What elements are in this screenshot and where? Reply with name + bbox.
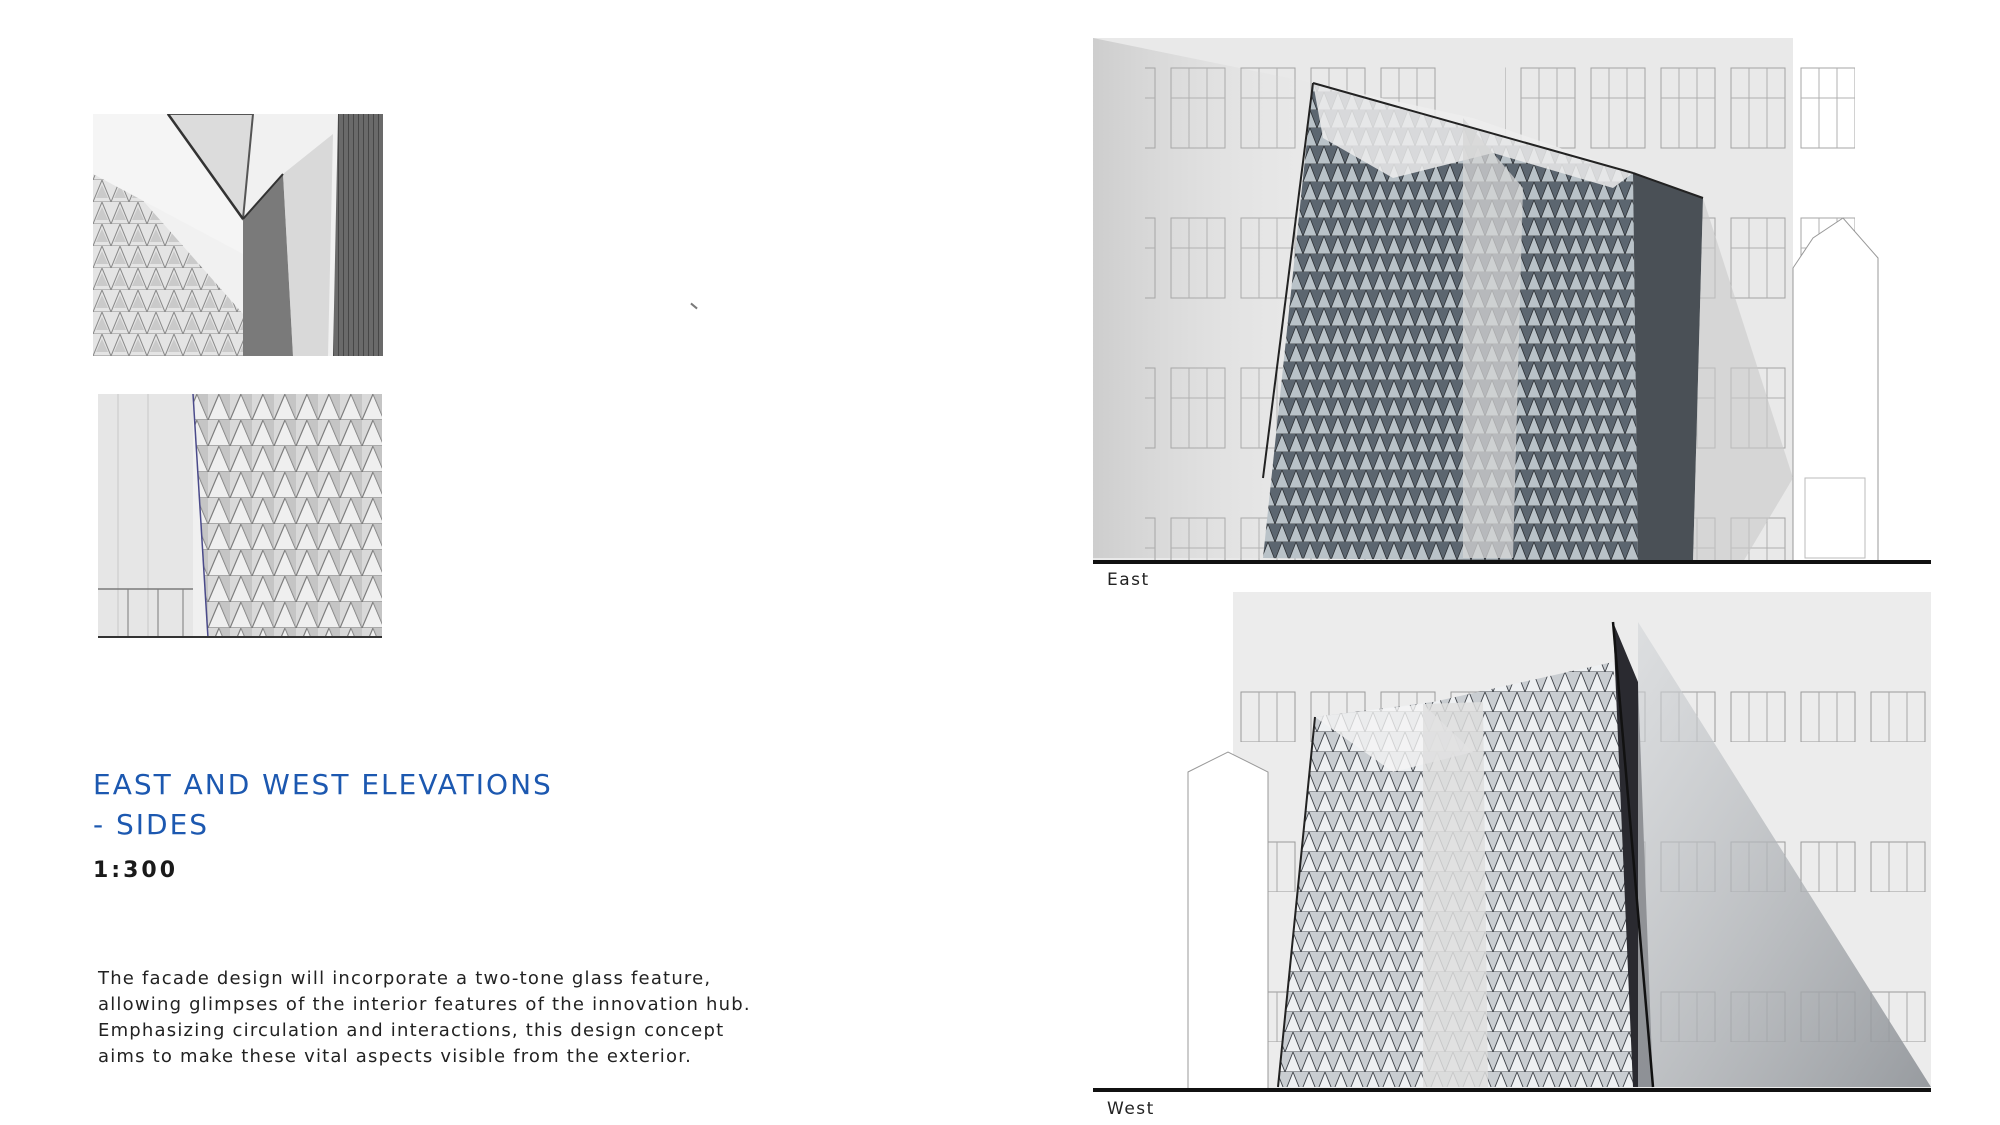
stray-mark [690,303,697,310]
west-ground-line [1093,1088,1931,1092]
facade-detail-image-top [93,114,383,356]
description-line-4: aims to make these vital aspects visible from the exterior. [98,1046,693,1067]
description-line-2: allowing glimpses of the interior features of the innovation hub. [98,994,751,1015]
title-line-2: - SIDES [93,808,210,841]
description-line-3: Emphasizing circulation and interactions, this design concept [98,1020,725,1041]
west-elevation-label: West [1107,1099,1155,1119]
drawing-scale: 1:300 [93,858,179,883]
east-ground-line [1093,560,1931,564]
page-title [93,765,553,845]
east-elevation-label: East [1107,570,1150,590]
description-line-1: The facade design will incorporate a two-tone glass feature, [98,968,712,989]
description-paragraph [98,966,778,1070]
facade-detail-image-bottom [98,394,382,638]
east-elevation-drawing [1093,38,1931,562]
title-line-1: EAST AND WEST ELEVATIONS [93,768,553,801]
west-elevation-drawing [1093,592,1931,1090]
